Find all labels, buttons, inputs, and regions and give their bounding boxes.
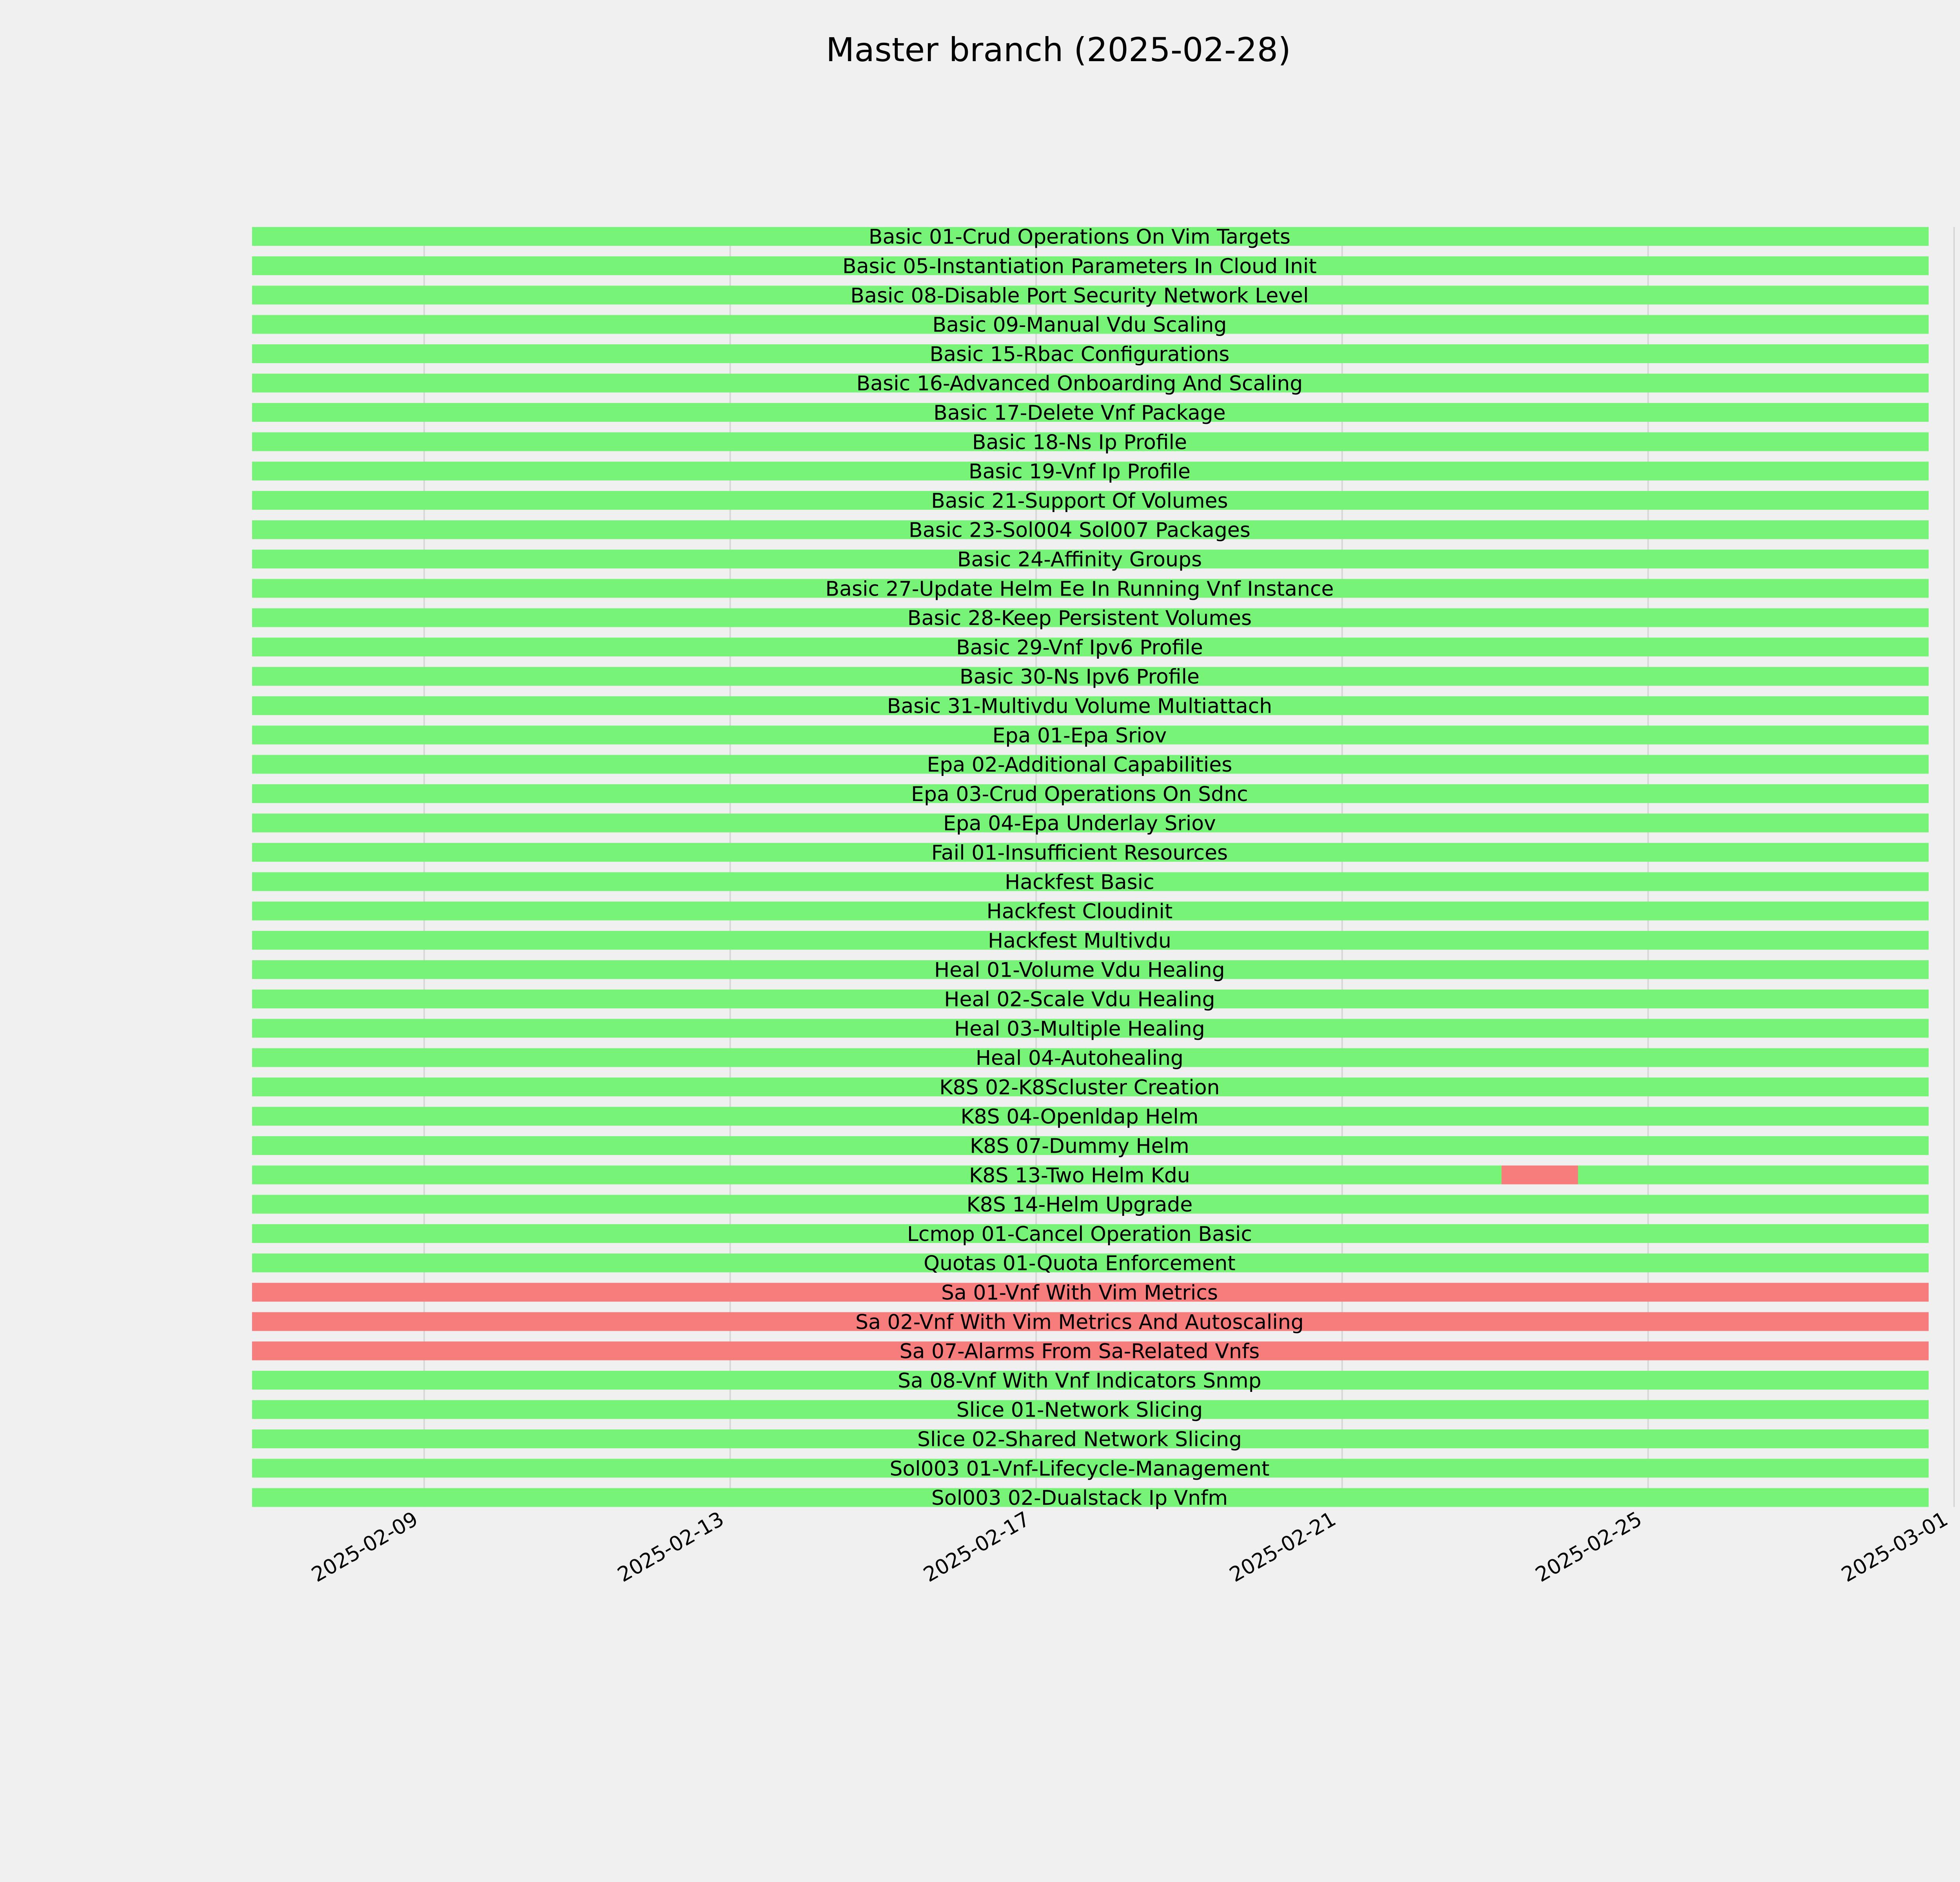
row-label: Basic 28-Keep Persistent Volumes [907,607,1252,630]
row-label: Basic 27-Update Helm Ee In Running Vnf Instance [825,577,1334,601]
row-label: Sa 02-Vnf With Vim Metrics And Autoscaling [855,1310,1304,1334]
row-label: Slice 02-Shared Network Slicing [917,1428,1242,1451]
row-label: Sa 08-Vnf With Vnf Indicators Snmp [898,1369,1261,1393]
chart-title: Master branch (2025-02-28) [826,31,1291,69]
row-label: Epa 02-Additional Capabilities [927,753,1232,777]
row-label: Sol003 02-Dualstack Ip Vnfm [931,1486,1228,1510]
row-label: Basic 15-Rbac Configurations [929,342,1230,366]
row-label: Heal 02-Scale Vdu Healing [944,988,1215,1012]
row-label: Heal 01-Volume Vdu Healing [934,958,1225,982]
row-label: Basic 16-Advanced Onboarding And Scaling [856,372,1303,396]
row-label: K8S 14-Helm Upgrade [966,1193,1193,1217]
timeline-bar-fail [1501,1166,1578,1184]
row-label: Basic 24-Affinity Groups [957,548,1202,572]
row-label: Quotas 01-Quota Enforcement [924,1252,1236,1275]
timeline-bar-pass [1578,1166,1929,1184]
row-label: Basic 08-Disable Port Security Network Level [850,284,1309,308]
row-label: Basic 31-Multivdu Volume Multiattach [887,694,1272,718]
row-label: Sa 01-Vnf With Vim Metrics [941,1281,1218,1305]
row-label: Basic 23-Sol004 Sol007 Packages [909,518,1250,542]
row-label: K8S 13-Two Helm Kdu [969,1164,1190,1188]
x-tick-label: 2025-02-09 [307,1507,422,1587]
row-label: Heal 04-Autohealing [975,1046,1184,1070]
row-label: Epa 03-Crud Operations On Sdnc [911,782,1248,806]
row-label: Epa 04-Epa Underlay Sriov [943,812,1216,836]
row-label: Basic 19-Vnf Ip Profile [968,460,1191,484]
row-label: Basic 21-Support Of Volumes [931,489,1228,513]
row-label: Fail 01-Insufficient Resources [931,841,1228,865]
x-tick-label: 2025-03-01 [1837,1507,1952,1587]
row-label: K8S 04-Openldap Helm [960,1105,1199,1129]
row-label: Lcmop 01-Cancel Operation Basic [907,1222,1252,1246]
row-label: Epa 01-Epa Sriov [992,724,1167,748]
row-label: Basic 05-Instantiation Parameters In Cloud Init [842,254,1317,278]
row-label: Basic 01-Crud Operations On Vim Targets [868,225,1291,249]
row-label: Basic 30-Ns Ipv6 Profile [959,665,1200,689]
x-tick-label: 2025-02-17 [919,1507,1034,1587]
timeline-bar-pass [252,1166,1501,1184]
x-tick-label: 2025-02-25 [1532,1507,1646,1587]
row-label: Basic 09-Manual Vdu Scaling [932,313,1227,337]
row-label: Hackfest Cloudinit [986,900,1173,924]
row-label: K8S 02-K8Scluster Creation [939,1075,1220,1099]
row-label: Slice 01-Network Slicing [956,1398,1203,1422]
row-label: Sa 07-Alarms From Sa-Related Vnfs [899,1340,1260,1364]
row-label: Sol003 01-Vnf-Lifecycle-Management [889,1457,1270,1481]
row-label: K8S 07-Dummy Helm [970,1134,1189,1158]
row-label: Basic 29-Vnf Ipv6 Profile [956,636,1203,659]
row-label: Basic 17-Delete Vnf Package [933,401,1226,425]
x-axis [308,1507,1952,1587]
row-label: Hackfest Multivdu [988,929,1171,953]
x-tick-label: 2025-02-21 [1225,1507,1340,1587]
row-label: Hackfest Basic [1005,870,1154,894]
x-tick-label: 2025-02-13 [613,1507,728,1587]
row-label: Heal 03-Multiple Healing [954,1017,1205,1041]
row-label: Basic 18-Ns Ip Profile [972,431,1187,454]
